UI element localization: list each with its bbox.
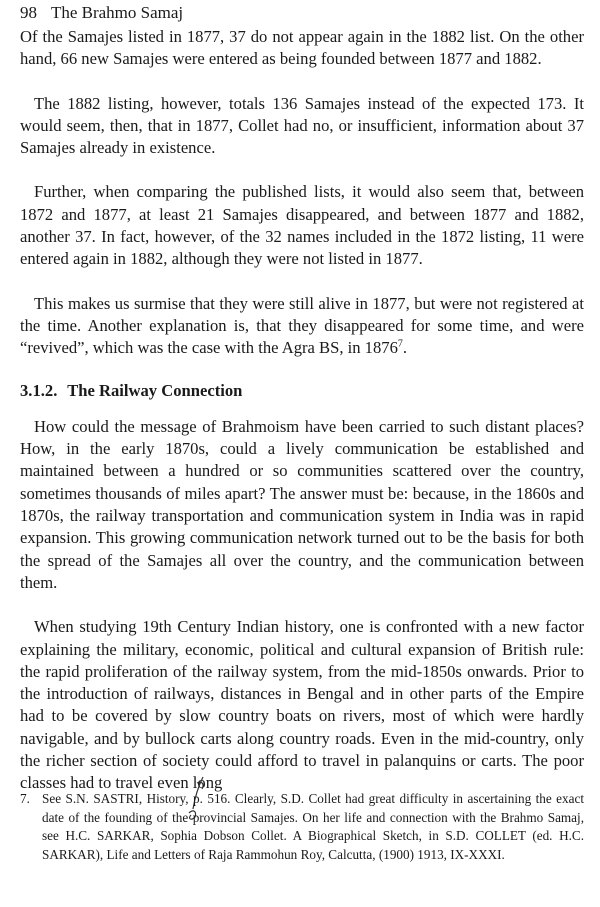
footnote-reference[interactable]: 7 [397, 338, 403, 350]
footnote-number: 7. [20, 791, 30, 806]
paragraph: This makes us surmise that they were still alive in 1877, but were not registered at the time. Another explanation is, that they disappeared for some time, and were “revived”, which was the case with the Agra BS, in 1876$^7$. [20, 293, 584, 358]
section-title: The Railway Connection [67, 380, 243, 400]
paragraph: Further, when comparing the published lists, it would also seem that, between 1872 and 1877, at least 21 Samajes disappeared, and between 1877 and 1882, another 37. In fact, however, of the 32 names included in the 1872 listing, 11 were entered again in 1882, although they were not listed in 1877. [20, 182, 584, 269]
running-title: The Brahmo Samaj [50, 3, 184, 22]
paragraph: The 1882 listing, however, totals 136 Samajes instead of the expected 173. It would seem, then, that in 1877, Collet had no, or insufficient, information about 37 Samajes already in existence. [20, 93, 584, 158]
running-head [20, 2, 183, 24]
page-number: 98 [20, 3, 37, 22]
paragraph: Of the Samajes listed in 1877, 37 do not appear again in the 1882 list. On the other hand, 66 new Samajes were entered as being founded between 1877 and 1882. [20, 27, 584, 69]
body-text [20, 26, 584, 817]
footnotes [20, 790, 584, 864]
paragraph: When studying 19th Century Indian history, one is confronted with a new factor explaining the military, economic, political and cultural expansion of British rule: the rapid proliferation of the railway system, from the mid-1850s onwards. Prior to the introduction of railways, distances in Bengal and in other parts of the Empire had to be covered by slow country boats on rivers, most of which were hardly navigable, and by bullock carts along country roads. Even in the mid-country, only the richer section of society could afford to travel in palanquins or carts. The poor classes had to travel even long [20, 617, 584, 793]
footnote-text: See S.N. SASTRI, History, p. 516. Clearly, S.D. Collet had great difficulty in ascertaining the exact date of the founding of the provincial Samajes. On her life and connection with the Brahmo Samaj, see H.C. SARKAR, Sophia Dobson Collet. A Biographical Sketch, in S.D. COLLET (ed. H.C. SARKAR), Life and Letters of Raja Rammohun Roy, Calcutta, (1900) 1913, IX-XXXI. [42, 791, 584, 862]
section-heading [20, 380, 584, 402]
paragraph: How could the message of Brahmoism have been carried to such distant places? How, in the early 1870s, could a lively communication be established and maintained between a hundred or so communities scattered over the country, sometimes thousands of miles apart? The answer must be: because, in the 1860s and 1870s, the railway transportation and communication system in India was in rapid expansion. This growing communication network turned out to be the basis for both the spread of the Samajes all over the country, and the communication between them. [20, 416, 584, 592]
section-number: 3.1.2. [20, 380, 58, 400]
paragraph-text: This makes us surmise that they were still alive in 1877, but were not registered at the time. Another explanation is, that they disappeared for some time, and were “revived”, which was the case with the Agra BS, in 1876 [20, 293, 584, 358]
footnote-item [20, 790, 584, 864]
